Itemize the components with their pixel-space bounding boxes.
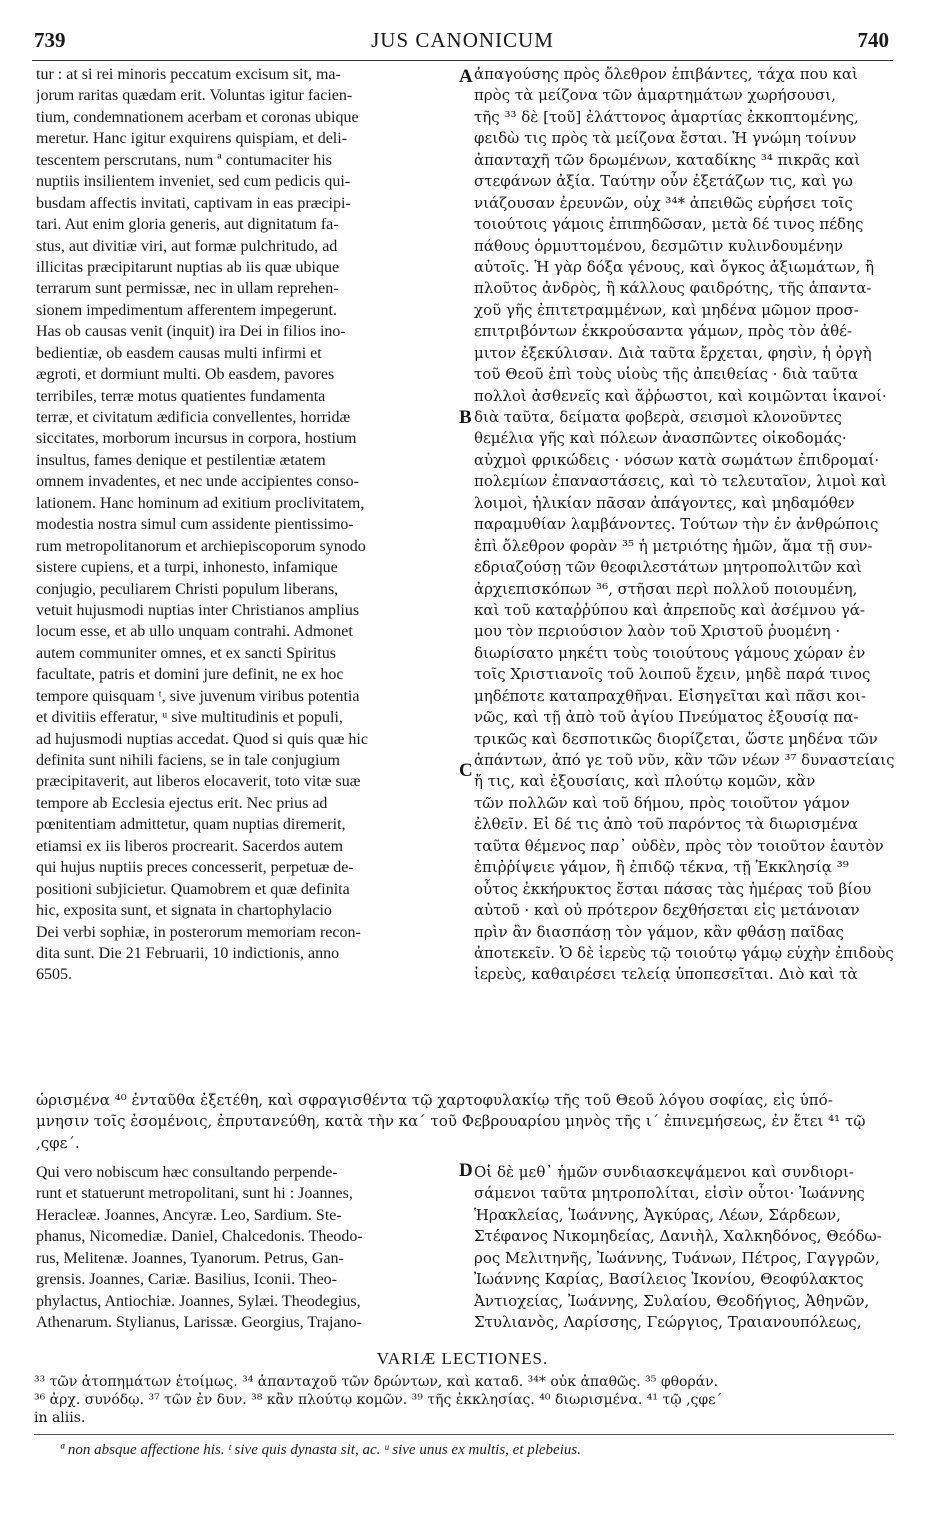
- greek-text-line: εδριαζούσῃ τῶν θεοφιλεστάτων μητροπολιτῶν καὶ: [474, 558, 862, 577]
- greek-text-line: μου τὸν περιούσιον λαὸν τοῦ Χριστοῦ ῥυομένη ·: [474, 622, 841, 641]
- greek-text-line: πολλοὶ ἀσθενεῖς καὶ ἄῤῥωστοι, καὶ κοιμῶνται ἱκανοί·: [474, 386, 887, 405]
- latin-text-line: modestia nostra simul cum assidente pientissimo-: [36, 516, 354, 534]
- greek-text-line: πλοῦτος ἀνδρὸς, ἢ κάλλους φαιδρότης, τῆς ἁπαντα-: [474, 279, 872, 298]
- greek-text-line: τοῖς Χριστιανοῖς τοῦ λοιποῦ ἔχειν, μηδὲ παρά τινος: [474, 665, 871, 684]
- greek-text-line: μιτον ἐξεκύλισαν. Διὰ ταῦτα ἔρχεται, φησὶν, ἡ ὀργὴ: [474, 343, 872, 362]
- greek-text-line: λοιμοὶ, ἡλικίαν πᾶσαν ἀπάγοντες, καὶ μηδαμόθεν: [474, 493, 855, 512]
- latin-text-line: illicitas præcipitarunt nuptias ab iis quæ ubique: [36, 258, 340, 276]
- greek-text-line: ἐλθεῖν. Εἰ δέ τις ἀπὸ τοῦ παρόντος τὰ διωρισμένα: [474, 815, 858, 834]
- greek-text-line: αὐτοῖς. Ἡ γὰρ δόξα γένους, καὶ ὄγκος ἀξιωμάτων, ἢ: [474, 257, 875, 276]
- latin-text-line: lationem. Hanc hominum ad exitium proclivitatem,: [36, 494, 365, 512]
- greek-span-line: ὡρισμένα ⁴⁰ ἐνταῦθα ἐξετέθη, καὶ σφραγισθέντα τῷ χαρτοφυλακίῳ τῆς τοῦ Θεοῦ λόγου σοφίας, εἰς ὑπό-: [36, 1091, 833, 1109]
- greek-text-line: πρὶν ἂν διασπάσῃ τὸν γάμον, κἂν φθάσῃ παῖδας: [474, 922, 844, 941]
- greek-text-line: οὗτος ἐκκήρυκτος ἔσται πάσας τὰς ἡμέρας τοῦ βίου: [474, 879, 872, 898]
- greek-text-line: ἐπιῤῥίψειε γάμον, ἢ ἐπιδῷ τέκνα, τῇ Ἐκκλησίᾳ ³⁹: [474, 858, 849, 877]
- variae-lectiones-title: VARIÆ LECTIONES.: [376, 1349, 549, 1368]
- variae-line: ³⁶ ἀρχ. συνόδῳ. ³⁷ τῶν ἐν δυν. ³⁸ κἂν πλούτῳ κομῶν. ³⁹ τῆς ἐκκλησίας. ⁴⁰ διωρισμένα. ⁴¹ τῷ ,ςφε´: [34, 1392, 723, 1408]
- greek-text-line: τῶν πολλῶν καὶ τοῦ δήμου, πρὸς τοιοῦτον γάμον: [474, 793, 850, 812]
- latin-signatory-line: runt et statuerunt metropolitani, sunt hi : Joannes,: [36, 1185, 353, 1203]
- latin-text-line: tium, condemnationem acerbam et coronas ubique: [36, 108, 359, 126]
- latin-text-line: rum metropolitanorum et archiepiscoporum synodo: [36, 537, 366, 555]
- latin-text-line: autem communiter omnes, et ex sancti Spiritus: [36, 644, 336, 662]
- greek-text-line: ἀρχιεπισκόπων ³⁶, στῆσαι περὶ πολλοῦ ποιουμένη,: [474, 579, 858, 598]
- greek-text-line: ἀποτεκεῖν. Ὁ δὲ ἱερεὺς τῷ τοιούτῳ γάμῳ εὐχὴν ἐπιδοὺς: [474, 943, 894, 962]
- latin-signatory-line: Heracleæ. Joannes, Ancyræ. Leo, Sardium. Ste-: [36, 1206, 342, 1224]
- greek-text-line: μηδέποτε καταπραχθῆναι. Εἰσηγεῖται καὶ πᾶσι κοι-: [474, 686, 866, 705]
- page-number-left: 739: [34, 28, 66, 52]
- latin-text-line: terribiles, terræ motus quatientes fundamenta: [36, 387, 326, 405]
- greek-text-line: αὐτοῦ · καὶ οὐ πρότερον δεχθήσεται εἰς μετάνοιαν: [474, 901, 860, 920]
- latin-text-line: conjugio, peculiarem Christi populum liberans,: [36, 580, 339, 598]
- footnote: ª non absque affectione his. ᵗ sive quis dynasta sit, ac. ᵘ sive unus ex multis, et plebeius.: [60, 1442, 581, 1458]
- greek-text-line: τρικῶς καὶ δεσποτικῶς διορίζεται, ὥστε μηδένα τῶν: [474, 729, 878, 748]
- variae-line: ³³ τῶν ἀτοπημάτων ἑτοίμως. ³⁴ ἁπανταχοῦ τῶν δρώντων, καὶ καταδ. ³⁴* οὐκ ἀπαθῶς. ³⁵ φθοράν.: [34, 1374, 719, 1390]
- latin-signatory-line: Qui vero nobiscum hæc consultando perpende-: [36, 1164, 338, 1181]
- greek-signatory-line: Οἱ δὲ μεθ᾽ ἡμῶν συνδιασκεψάμενοι καὶ συνδιορι-: [474, 1163, 854, 1181]
- latin-signatory-line: phylactus, Antiochiæ. Joannes, Sylæi. Theodegius,: [36, 1292, 361, 1310]
- variae-line: in aliis.: [34, 1410, 86, 1426]
- latin-text-line: locum esse, et ab ullo unquam contrahi. Admonet: [36, 623, 353, 641]
- greek-text-line: πρὸς τὰ μείζονα τῶν ἁμαρτημάτων χωρήσουσι,: [474, 86, 836, 105]
- footnote-rule: [34, 1434, 894, 1435]
- greek-text-line: αὐχμοὶ φρικώδεις · νόσων κατὰ σωμάτων ἐπιδρομαί·: [474, 450, 880, 469]
- latin-text-line: positioni subjicietur. Quamobrem et quæ definita: [36, 880, 350, 898]
- latin-text-line: pœnitentiam admittetur, quam nuptias diremerit,: [36, 816, 346, 834]
- greek-text-line: παραμυθίαν λαμβάνοντες. Τούτων τὴν ἐν ἀνθρώποις: [474, 515, 879, 534]
- latin-text-line: tur : at si rei minoris peccatum excisum sit, ma-: [36, 66, 341, 83]
- margin-marker-b: B: [459, 407, 472, 428]
- greek-text-line: στεφάνων ἀξία. Ταύτην οὖν ἐξετάζων τις, καὶ γω: [474, 172, 853, 191]
- latin-text-line: facultate, patris et domini jure definit, ne ex hoc: [36, 666, 344, 684]
- greek-text-line: καὶ τοῦ καταῤῥύπου καὶ ἀπρεποῦς καὶ ἀσέμνου γά-: [474, 600, 865, 619]
- greek-signatory-line: σάμενοι ταῦτα μητροπολίται, εἰσὶν οὗτοι· Ἰωάννης: [474, 1184, 865, 1203]
- greek-text-line: θεμέλια γῆς καὶ πόλεων ἀνασπῶντες οἰκοδομάς·: [474, 429, 847, 448]
- latin-column: [36, 64, 454, 986]
- greek-signatories: [474, 1162, 894, 1334]
- latin-signatory-line: rus, Melitenæ. Joannes, Tyanorum. Petrus, Gan-: [36, 1249, 344, 1267]
- greek-text-line: τοιούτοις γάμοις ἐπιπηδῶσαν, μετὰ δέ τινος πέδης: [474, 215, 864, 234]
- greek-text-line: διὰ ταῦτα, δείματα φοβερὰ, σεισμοὶ κλονοῦντες: [474, 408, 842, 426]
- greek-text-line: ἀπαγούσης πρὸς ὄλεθρον ἐπιβάντες, τάχα που καὶ: [474, 65, 858, 83]
- latin-text-line: tempore ab Ecclesia ejectus erit. Nec prius ad: [36, 794, 328, 812]
- latin-text-line: dita sunt. Die 21 Februarii, 10 indictionis, anno: [36, 944, 340, 962]
- greek-span-line: μνησιν τοῖς ἐσομένοις, ἐπρυτανεύθη, κατὰ τὴν κα´ τοῦ Φεβρουαρίου μηνὸς τῆς ι´ ἐπινεμήσεως, ἐν ἔτει ⁴¹ τῷ: [36, 1112, 866, 1131]
- greek-text-line: πολεμίων ἐπαναστάσεις, καὶ τὸ τελευταῖον, λιμοὶ καὶ: [474, 472, 887, 491]
- greek-signatory-line: Στέφανος Νικομηδείας, Δανιὴλ, Χαλκηδόνος, Θεόδω-: [474, 1227, 882, 1246]
- latin-text-line: jorum raritas quædam erit. Voluntas igitur facien-: [36, 87, 353, 105]
- latin-text-line: nuptiis insilientem inveniet, sed cum pedicis qui-: [36, 173, 351, 191]
- greek-text-line: ἱερεὺς, καθαιρέσει τελείᾳ ὑποπεσεῖται. Διὸ καὶ τὰ: [474, 965, 858, 984]
- latin-text-line: Has ob causas venit (inquit) ira Dei in filios ino-: [36, 323, 346, 341]
- greek-text-line: πάθους ὁρμυττομένου, δεσμῶτιν κυλινδουμένην: [474, 236, 844, 255]
- latin-text-line: qui hujus nuptiis preces concesserit, perpetuæ de-: [36, 859, 354, 877]
- greek-span-paragraph: [36, 1090, 894, 1154]
- greek-signatory-line: Ἡρακλείας, Ἰωάννης, Ἀγκύρας, Λέων, Σάρδεων,: [474, 1205, 841, 1224]
- greek-text-line: ἀπανταχῆ τῶν δρωμένων, καταδίκης ³⁴ πικρᾶς καὶ: [474, 150, 861, 169]
- latin-text-line: sionem impedimentum afferentem impegerunt.: [36, 301, 337, 319]
- margin-marker-d: D: [459, 1160, 473, 1181]
- latin-text-line: tari. Aut enim gloria generis, aut dignitatum fa-: [36, 216, 339, 234]
- greek-text-line: ἐπὶ ὄλεθρον φορὰν ³⁵ ἡ μετριότης ἡμῶν, ἅμα τῇ συν-: [474, 536, 873, 555]
- latin-text-line: meretur. Hanc igitur exquirens quispiam, et deli-: [36, 130, 348, 148]
- latin-text-line: hic, exposita sunt, et signata in chartophylacio: [36, 902, 332, 920]
- greek-text-line: ἤ τις, καὶ ἐξουσίαις, καὶ πλούτῳ κομῶν, κἂν: [474, 772, 816, 791]
- page-header: [32, 28, 893, 60]
- latin-text-line: terrarum sunt permissæ, nec in ullam reprehen-: [36, 280, 339, 298]
- running-title: JUS CANONICUM: [371, 28, 554, 52]
- greek-signatory-line: Στυλιανὸς, Λαρίσσης, Γεώργιος, Τραιανουπόλεως,: [474, 1313, 862, 1332]
- latin-text-line: etiamsi ex iis liberos procrearit. Sacerdos autem: [36, 837, 344, 855]
- greek-signatory-line: ρος Μελιτηνῆς, Ἰωάννης, Τυάνων, Πέτρος, Γαγγρῶν,: [474, 1248, 880, 1267]
- greek-signatory-line: Ἀντιοχείας, Ἰωάννης, Συλαίου, Θεοδήγιος, Ἀθηνῶν,: [474, 1291, 870, 1310]
- greek-text-line: διωρίσατο μηκέτι τοὺς τοιούτους γάμους χώραν ἐν: [474, 643, 866, 662]
- latin-signatory-line: Athenarum. Stylianus, Larissæ. Georgius, Trajano-: [36, 1314, 362, 1332]
- latin-text-line: 6505.: [36, 966, 72, 984]
- greek-text-line: φειδὼ τις πρὸς τὰ μείζονα ἔσται. Ἡ γνώμη τοίνυν: [474, 129, 857, 148]
- latin-text-line: ad hujusmodi nuptias accedat. Quod si quis quæ hic: [36, 730, 368, 748]
- greek-text-line: τοῦ Θεοῦ ἐπὶ τοὺς υἱοὺς τῆς ἀπειθείας · διὰ ταῦτα: [474, 365, 859, 384]
- latin-text-line: sistere cupiens, et a turpi, inhonesto, infamique: [36, 559, 338, 577]
- greek-text-line: τῆς ³³ δὲ [τοῦ] ἐλάττονος ἁμαρτίας ἐκκοπτομένης,: [474, 107, 859, 126]
- greek-text-line: ταῦτα θέμενος παρ᾽ οὐδὲν, πρὸς τὸν τοιοῦτον ἑαυτὸν: [474, 836, 884, 855]
- latin-signatories: [36, 1162, 454, 1334]
- greek-text-line: νῶς, καὶ τῇ ἀπὸ τοῦ ἁγίου Πνεύματος ἐξουσίᾳ πα-: [474, 708, 859, 727]
- latin-text-line: præcipitaverit, aut liberos elocaverit, toto vitæ suæ: [36, 773, 361, 791]
- latin-text-line: terræ, et civitatum ædificia convellentes, horridæ: [36, 409, 351, 426]
- latin-text-line: insultus, fames denique et pestilentiæ ætatem: [36, 451, 326, 469]
- latin-text-line: et divitiis efferatur, ᵘ sive multitudinis et populi,: [36, 709, 343, 727]
- latin-text-line: tempore quisquam ᵗ, sive juvenum viribus potentia: [36, 687, 360, 705]
- latin-text-line: siccitates, morborum incursus in corpora, hostium: [36, 430, 357, 448]
- latin-signatory-line: phanus, Nicomediæ. Daniel, Chalcedonis. Theodo-: [36, 1228, 363, 1246]
- latin-text-line: vetuit hujusmodi nuptias inter Christianos amplius: [36, 601, 360, 619]
- latin-text-line: stus, aut divitiæ viri, aut formæ pulchritudo, ad: [36, 237, 338, 255]
- greek-text-line: χοῦ γῆς ἐπιτετραμμένων, καὶ μηδένα μῶμον προσ-: [474, 300, 859, 319]
- latin-text-line: definita sunt nihili faciens, se in tale conjugium: [36, 752, 340, 769]
- greek-column: [474, 64, 894, 986]
- greek-text-line: ἁπάντων, ἀπό γε τοῦ νῦν, κἂν τῶν νέων ³⁷ δυναστείαις: [474, 751, 894, 769]
- greek-signatory-line: Ἰωάννης Καρίας, Βασίλειος Ἰκονίου, Θεοφύλακτος: [474, 1270, 864, 1289]
- greek-span-line: ,ςφε´.: [36, 1133, 80, 1152]
- latin-text-line: busdam affectis invitati, captivam in eas præcipi-: [36, 194, 351, 212]
- header-rule: [32, 60, 893, 61]
- greek-text-line: επιτριβόντων ἐκκρούσαντα γάμων, πρὸς τὸν ἀθέ-: [474, 322, 853, 341]
- latin-text-line: bedientiæ, ob easdem causas multi infirmi et: [36, 344, 322, 362]
- latin-text-line: omnem invadentes, et nec unde accipientes conso-: [36, 473, 359, 491]
- page-number-right: 740: [857, 28, 889, 52]
- greek-text-line: νιάζουσαν ἐρευνῶν, οὐχ ³⁴* ἀπειθῶς εὑρήσει τοῖς: [474, 193, 853, 212]
- latin-text-line: tescentem perscrutans, num ª contumaciter his: [36, 151, 332, 169]
- variae-lectiones: [34, 1373, 894, 1427]
- latin-text-line: Dei verbi sophiæ, in posterorum memoriam recon-: [36, 923, 361, 941]
- margin-marker-c: C: [459, 760, 473, 781]
- latin-signatory-line: grensis. Joannes, Cariæ. Basilius, Iconii. Theo-: [36, 1271, 337, 1289]
- latin-text-line: ægroti, et dormiunt multi. Ob easdem, pavores: [36, 366, 335, 384]
- margin-marker-a: A: [459, 66, 473, 87]
